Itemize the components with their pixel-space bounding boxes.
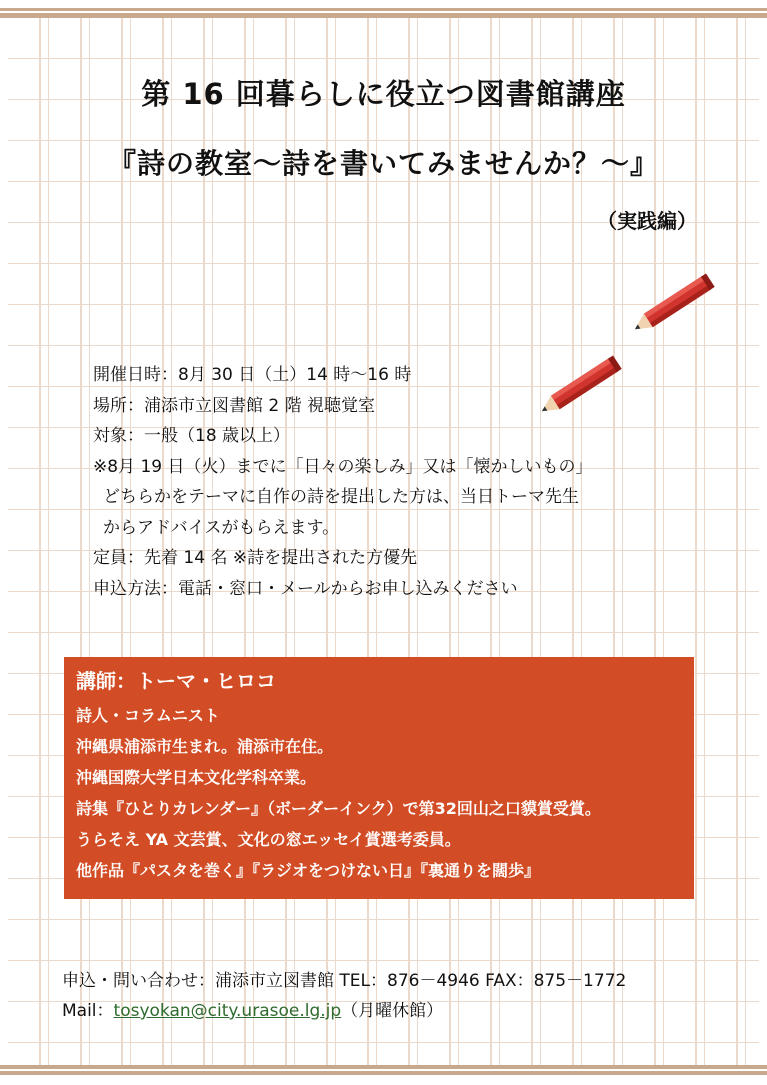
page-subtitle-note: （実践編） xyxy=(597,209,697,233)
event-venue: 場所：浦添市立図書館 2 階 視聴覚室 xyxy=(93,395,376,416)
closed-note: （月曜休館） xyxy=(341,1001,444,1021)
event-audience: 対象：一般（18 歳以上） xyxy=(93,426,291,446)
lecturer-profile-line: 沖縄県浦添市生まれ。浦添市在住。 xyxy=(76,737,333,756)
lecturer-name: 講師：トーマ・ヒロコ xyxy=(76,669,276,693)
lecturer-profile-line: 他作品『パスタを巻く』『ラジオをつけない日』『裏通りを闊歩』 xyxy=(76,861,541,880)
event-application: 申込方法：電話・窓口・メールからお申し込みください xyxy=(93,578,518,599)
mail-line xyxy=(62,996,626,1026)
footer-contact xyxy=(62,966,626,1026)
mail-link[interactable]: tosyokan@city.urasoe.lg.jp xyxy=(113,1001,342,1021)
lecturer-profile-line: 詩人・コラムニスト xyxy=(76,706,220,725)
event-info xyxy=(93,360,713,604)
lecturer-profile-line: 沖縄国際大学日本文化学科卒業。 xyxy=(76,768,317,787)
mail-label: Mail： xyxy=(62,1001,114,1021)
event-datetime: 開催日時：8月 30 日（土）14 時～16 時 xyxy=(93,365,412,385)
contact-line: 申込・問い合わせ：浦添市立図書館 TEL：876－4946 FAX：875－1772 xyxy=(62,971,627,991)
event-note-cont: どちらかをテーマに自作の詩を提出した方は、当日トーマ先生 xyxy=(103,487,579,507)
event-capacity: 定員：先着 14 名 ※詩を提出された方優先 xyxy=(93,548,418,568)
lecturer-profile-line: 詩集『ひとりカレンダー』（ボーダーインク）で第32回山之口貘賞受賞。 xyxy=(76,799,601,818)
event-note-cont: からアドバイスがもらえます。 xyxy=(103,517,340,538)
pencil-icon xyxy=(626,270,722,340)
bottom-border xyxy=(0,1065,767,1075)
event-note: ※8月 19 日（火）までに「日々の楽しみ」又は「懐かしいもの」 xyxy=(93,456,593,477)
page-subtitle: 『詩の教室～詩を書いてみませんか？～』 xyxy=(107,147,659,180)
lecturer-profile-line: うらそえ YA 文芸賞、文化の窓エッセイ賞選考委員。 xyxy=(76,830,461,849)
page-title: 第 16 回暮らしに役立つ図書館講座 xyxy=(141,77,626,111)
top-border xyxy=(0,8,767,18)
lecturer-box xyxy=(64,657,694,899)
